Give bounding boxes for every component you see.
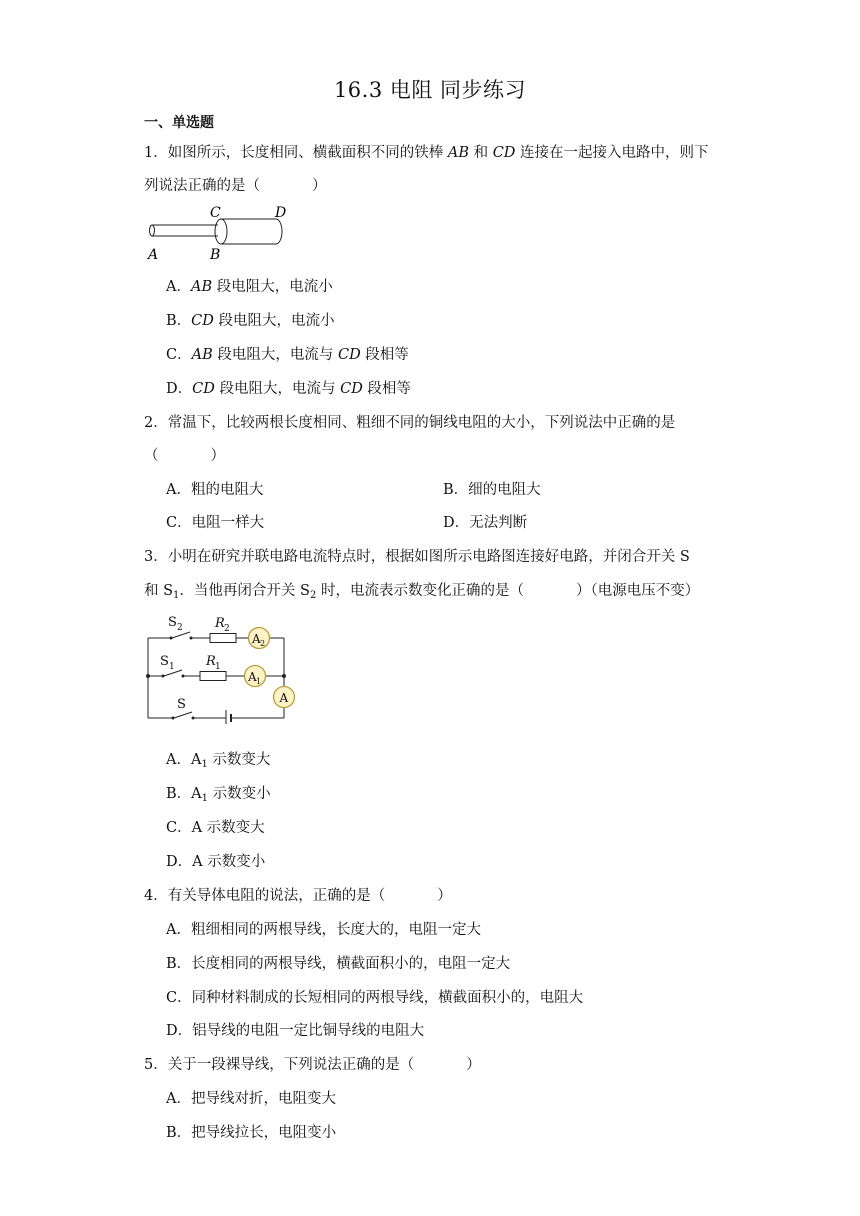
q4-stem: 4．有关导体电阻的说法，正确的是（ ） [144, 888, 452, 904]
label-a: A [148, 247, 159, 263]
document-title: 16.3 电阻 同步练习 [333, 78, 527, 102]
q3-stem-line2: 和 $S_1$．当他再闭合开关 $S_2$ 时，电流表示数变化正确的是（ ）（电源电压不变） [144, 583, 700, 601]
label-d: D [275, 205, 287, 221]
q2-stem-line1: 2．常温下，比较两根长度相同、粗细不同的铜线电阻的大小，下列说法中正确的是 [144, 415, 676, 431]
label-s1: S [160, 654, 169, 669]
label-r1: R [206, 654, 216, 669]
label-a2: A [252, 632, 261, 646]
label-s2: S [168, 615, 177, 630]
q3-circuit-diagram [144, 612, 314, 724]
q4-option-a[interactable]: A．粗细相同的两根导线，长度大的，电阻一定大 [166, 922, 481, 938]
label-s1-sub: 1 [169, 662, 175, 672]
section-title: 一、单选题 [144, 115, 214, 131]
q1-stem-line2: 列说法正确的是（ ） [144, 178, 327, 194]
label-a1-sub: 1 [256, 677, 262, 686]
label-c: C [210, 205, 221, 221]
q3-option-a[interactable]: A．$A_1$ 示数变大 [166, 752, 271, 770]
q1-stem-line1: 1．如图所示，长度相同、横截面积不同的铁棒 AB 和 CD 连接在一起接入电路中，则下 [144, 145, 709, 161]
q2-stem-line2: （ ） [144, 448, 225, 464]
label-r2-sub: 2 [224, 624, 230, 634]
q4-option-b[interactable]: B．长度相同的两根导线，横截面积小的，电阻一定大 [166, 956, 511, 972]
q3-option-d[interactable]: D．A 示数变小 [166, 854, 266, 870]
label-a1: A [248, 670, 257, 684]
q2-option-c[interactable]: C．电阻一样大 [166, 515, 265, 531]
q1-option-a[interactable]: A．AB 段电阻大，电流小 [166, 279, 333, 295]
q4-option-c[interactable]: C．同种材料制成的长短相同的两根导线，横截面积小的，电阻大 [166, 990, 584, 1006]
label-a: A [279, 691, 289, 705]
q1-option-d[interactable]: D．CD 段电阻大，电流与 CD 段相等 [166, 381, 411, 397]
q1-option-c[interactable]: C．AB 段电阻大，电流与 CD 段相等 [166, 347, 409, 363]
label-r2: R [215, 616, 225, 631]
q3-option-c[interactable]: C．A 示数变大 [166, 820, 265, 836]
q2-option-a[interactable]: A．粗的电阻大 [166, 482, 264, 498]
label-a2-sub: 2 [260, 639, 266, 648]
q3-stem-line1: 3．小明在研究并联电路电流特点时，根据如图所示电路图连接好电路，并闭合开关 S [144, 549, 690, 565]
q2-option-d[interactable]: D．无法判断 [443, 515, 528, 531]
q5-option-a[interactable]: A．把导线对折，电阻变大 [166, 1091, 336, 1107]
label-s2-sub: 2 [177, 623, 183, 633]
q5-stem: 5．关于一段裸导线，下列说法正确的是（ ） [144, 1057, 481, 1073]
q3-option-b[interactable]: B．$A_1$ 示数变小 [166, 786, 271, 804]
q5-option-b[interactable]: B．把导线拉长，电阻变小 [166, 1125, 337, 1141]
q2-option-b[interactable]: B．细的电阻大 [443, 482, 541, 498]
q1-rod-figure [144, 202, 304, 264]
q1-option-b[interactable]: B．CD 段电阻大，电流小 [166, 313, 335, 329]
q4-option-d[interactable]: D．铝导线的电阻一定比铜导线的电阻大 [166, 1023, 425, 1039]
label-b: B [210, 247, 221, 263]
label-r1-sub: 1 [215, 662, 221, 672]
label-s: S [177, 697, 186, 712]
